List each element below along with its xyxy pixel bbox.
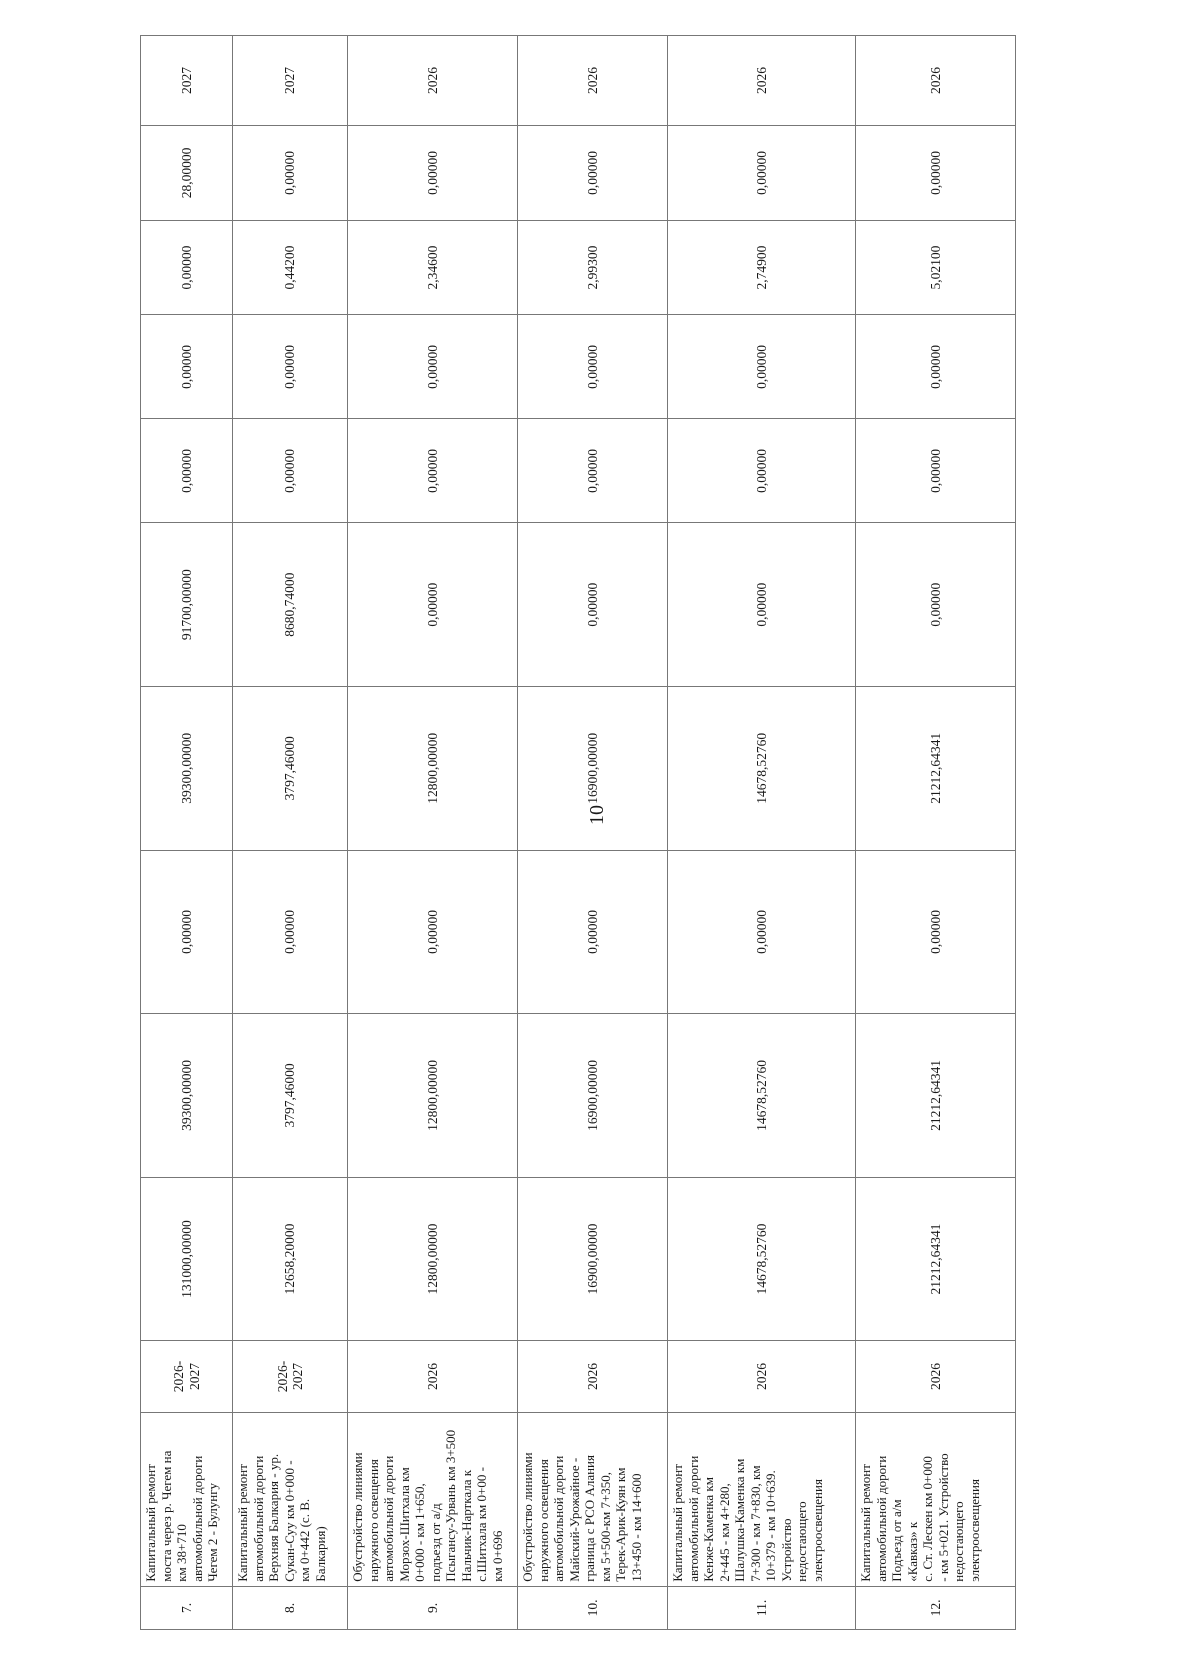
object-name-line: автомобильной дороги [381,1455,396,1582]
object-name-line: недостающего [794,1501,809,1582]
value-cell: 0,44200 [233,220,348,315]
object-name-line: граница с РСО Алания [582,1455,597,1582]
work-period: 2026- 2027 [141,1341,233,1412]
value-cell: 91700,00000 [141,523,233,687]
object-name-line: Сукан-Суу км 0+000 - [281,1460,297,1582]
commissioning-year: 2026 [856,36,1016,126]
value-cell: 2,74900 [668,220,856,315]
row-number: 10. [518,1586,668,1629]
value-cell: 0,00000 [348,523,518,687]
value-cell: 0,00000 [348,315,518,419]
object-name-line: недостающего [951,1501,966,1582]
object-name-line: наружного освещения [365,1459,381,1582]
road-works-table [140,35,1016,1630]
work-period: 2026- 2027 [233,1341,348,1412]
table-row [233,36,348,1630]
object-name [348,1412,518,1586]
value-cell: 0,00000 [668,850,856,1014]
value-cell: 0,00000 [668,523,856,687]
object-name-line: электроосвещения [966,1479,982,1582]
value-cell: 0,00000 [348,419,518,523]
value-cell: 2,99300 [518,220,668,315]
object-name-line: - км 5+021. Устройство [935,1453,951,1582]
value-cell: 0,00000 [518,419,668,523]
value-cell: 21212,64341 [856,1014,1016,1178]
value-cell: 0,00000 [856,523,1016,687]
value-cell: 0,00000 [141,850,233,1014]
value-cell: 8680,74000 [233,523,348,687]
commissioning-year: 2026 [518,36,668,126]
object-name-line: Майский-Урожайное - [566,1457,582,1582]
object-name-line: Капитальный ремонт [858,1464,873,1582]
value-cell: 39300,00000 [141,1014,233,1178]
object-name-line: км 38+710 [174,1524,189,1582]
object-name-line: 2+445 - км 4+280, [716,1483,732,1582]
object-name-line: Морзох-Шитхала км [396,1467,412,1582]
object-name-line: Капитальный ремонт [143,1464,158,1582]
object-name [141,1412,233,1586]
object-name-line: Обустройство линиями [350,1452,365,1582]
value-cell: 0,00000 [233,850,348,1014]
value-cell: 21212,64341 [856,687,1016,851]
commissioning-year: 2027 [141,36,233,126]
object-name-line: Верхняя Балкария - ур. [266,1453,281,1582]
object-name-line: км 0+696 [489,1530,505,1582]
object-name [518,1412,668,1586]
value-cell: 5,02100 [856,220,1016,315]
commissioning-year: 2027 [233,36,348,126]
table-row [668,36,856,1630]
value-cell: 0,00000 [141,220,233,315]
value-cell: 0,00000 [518,523,668,687]
commissioning-year: 2026 [668,36,856,126]
object-name-line: автомобильной дороги [551,1455,566,1582]
value-cell: 28,00000 [141,126,233,221]
page-number: 10 [586,805,608,825]
value-cell: 0,00000 [233,315,348,419]
value-cell: 0,00000 [856,850,1016,1014]
rotated-table [140,35,1015,1630]
work-period: 2026 [856,1341,1016,1412]
row-number: 12. [856,1586,1016,1629]
value-cell: 0,00000 [518,850,668,1014]
object-name-line: автомобильной дороги [250,1455,266,1582]
value-cell: 12658,20000 [233,1177,348,1341]
value-cell: 0,00000 [348,126,518,221]
work-period: 2026 [668,1341,856,1412]
object-name-line: Нальчик-Нарткала к [458,1469,474,1582]
object-name-line: автомобильной дороги [189,1455,205,1582]
value-cell: 16900,00000 [518,687,668,851]
object-name-line: Капитальный ремонт [670,1464,685,1582]
object-name-line: моста через р. Чегем на [158,1450,174,1582]
value-cell: 14678,52760 [668,1177,856,1341]
object-name-line: электроосвещения [809,1479,825,1582]
object-name-line: автомобильной дороги [873,1455,889,1582]
value-cell: 21212,64341 [856,1177,1016,1341]
object-name-line: «Кавказ» к [904,1521,920,1582]
table-row [856,36,1016,1630]
table-row [518,36,668,1630]
row-number: 8. [233,1586,348,1629]
work-period: 2026 [348,1341,518,1412]
value-cell: 3797,46000 [233,1014,348,1178]
object-name [668,1412,856,1586]
object-name-line: с.Шитхала км 0+00 - [474,1467,489,1582]
object-name-line: автомобильной дороги [685,1455,701,1582]
object-name-line: Чегем 2 - Булунгу [205,1482,220,1582]
value-cell: 0,00000 [518,315,668,419]
object-name-line: Балкария) [312,1526,328,1582]
object-name-line: Кенже-Каменка км [701,1477,716,1582]
object-name-line: наружного освещения [535,1459,551,1582]
object-name-line: 0+000 - км 1+650, [412,1483,427,1582]
value-cell: 14678,52760 [668,1014,856,1178]
object-name-line: Устройство [778,1518,794,1582]
row-number: 7. [141,1586,233,1629]
object-name-line: 10+379 - км 10+639. [763,1470,778,1582]
value-cell: 12800,00000 [348,687,518,851]
value-cell: 12800,00000 [348,1177,518,1341]
commissioning-year: 2026 [348,36,518,126]
value-cell: 0,00000 [233,126,348,221]
value-cell: 12800,00000 [348,1014,518,1178]
work-period: 2026 [518,1341,668,1412]
value-cell: 16900,00000 [518,1177,668,1341]
value-cell: 0,00000 [668,315,856,419]
value-cell: 0,00000 [668,126,856,221]
value-cell: 0,00000 [141,419,233,523]
object-name-line: подъезд от а/д [427,1503,443,1582]
object-name-line: Обустройство линиями [520,1452,535,1582]
value-cell: 0,00000 [348,850,518,1014]
value-cell: 14678,52760 [668,687,856,851]
object-name-line: км 0+442 (с. В. [297,1498,312,1582]
value-cell: 0,00000 [856,315,1016,419]
object-name-line: Псыгансу-Урвань км 3+500 [443,1429,458,1582]
table-row [141,36,233,1630]
value-cell: 16900,00000 [518,1014,668,1178]
value-cell: 2,34600 [348,220,518,315]
object-name-line: 13+450 - км 14+600 [628,1473,644,1582]
value-cell: 0,00000 [141,315,233,419]
object-name-line: км 5+500-км 7+350, [597,1471,613,1582]
value-cell: 0,00000 [668,419,856,523]
row-number: 9. [348,1586,518,1629]
object-name-line: с. Ст. Лескен км 0+000 [920,1456,935,1582]
value-cell: 0,00000 [233,419,348,523]
table-body [141,36,1016,1630]
value-cell: 39300,00000 [141,687,233,851]
value-cell: 0,00000 [856,126,1016,221]
object-name [233,1412,348,1586]
table-row [348,36,518,1630]
object-name [856,1412,1016,1586]
object-name-line: Подъезд от а/м [889,1499,904,1582]
object-name-line: 7+300 - км 7+830, км [747,1465,763,1582]
row-number: 11. [668,1586,856,1629]
value-cell: 3797,46000 [233,687,348,851]
object-name-line: Шалушка-Каменка км [732,1458,747,1582]
value-cell: 131000,00000 [141,1177,233,1341]
object-name-line: Терек-Арик-Куян км [613,1467,628,1582]
value-cell: 0,00000 [856,419,1016,523]
object-name-line: Капитальный ремонт [235,1464,250,1582]
value-cell: 0,00000 [518,126,668,221]
